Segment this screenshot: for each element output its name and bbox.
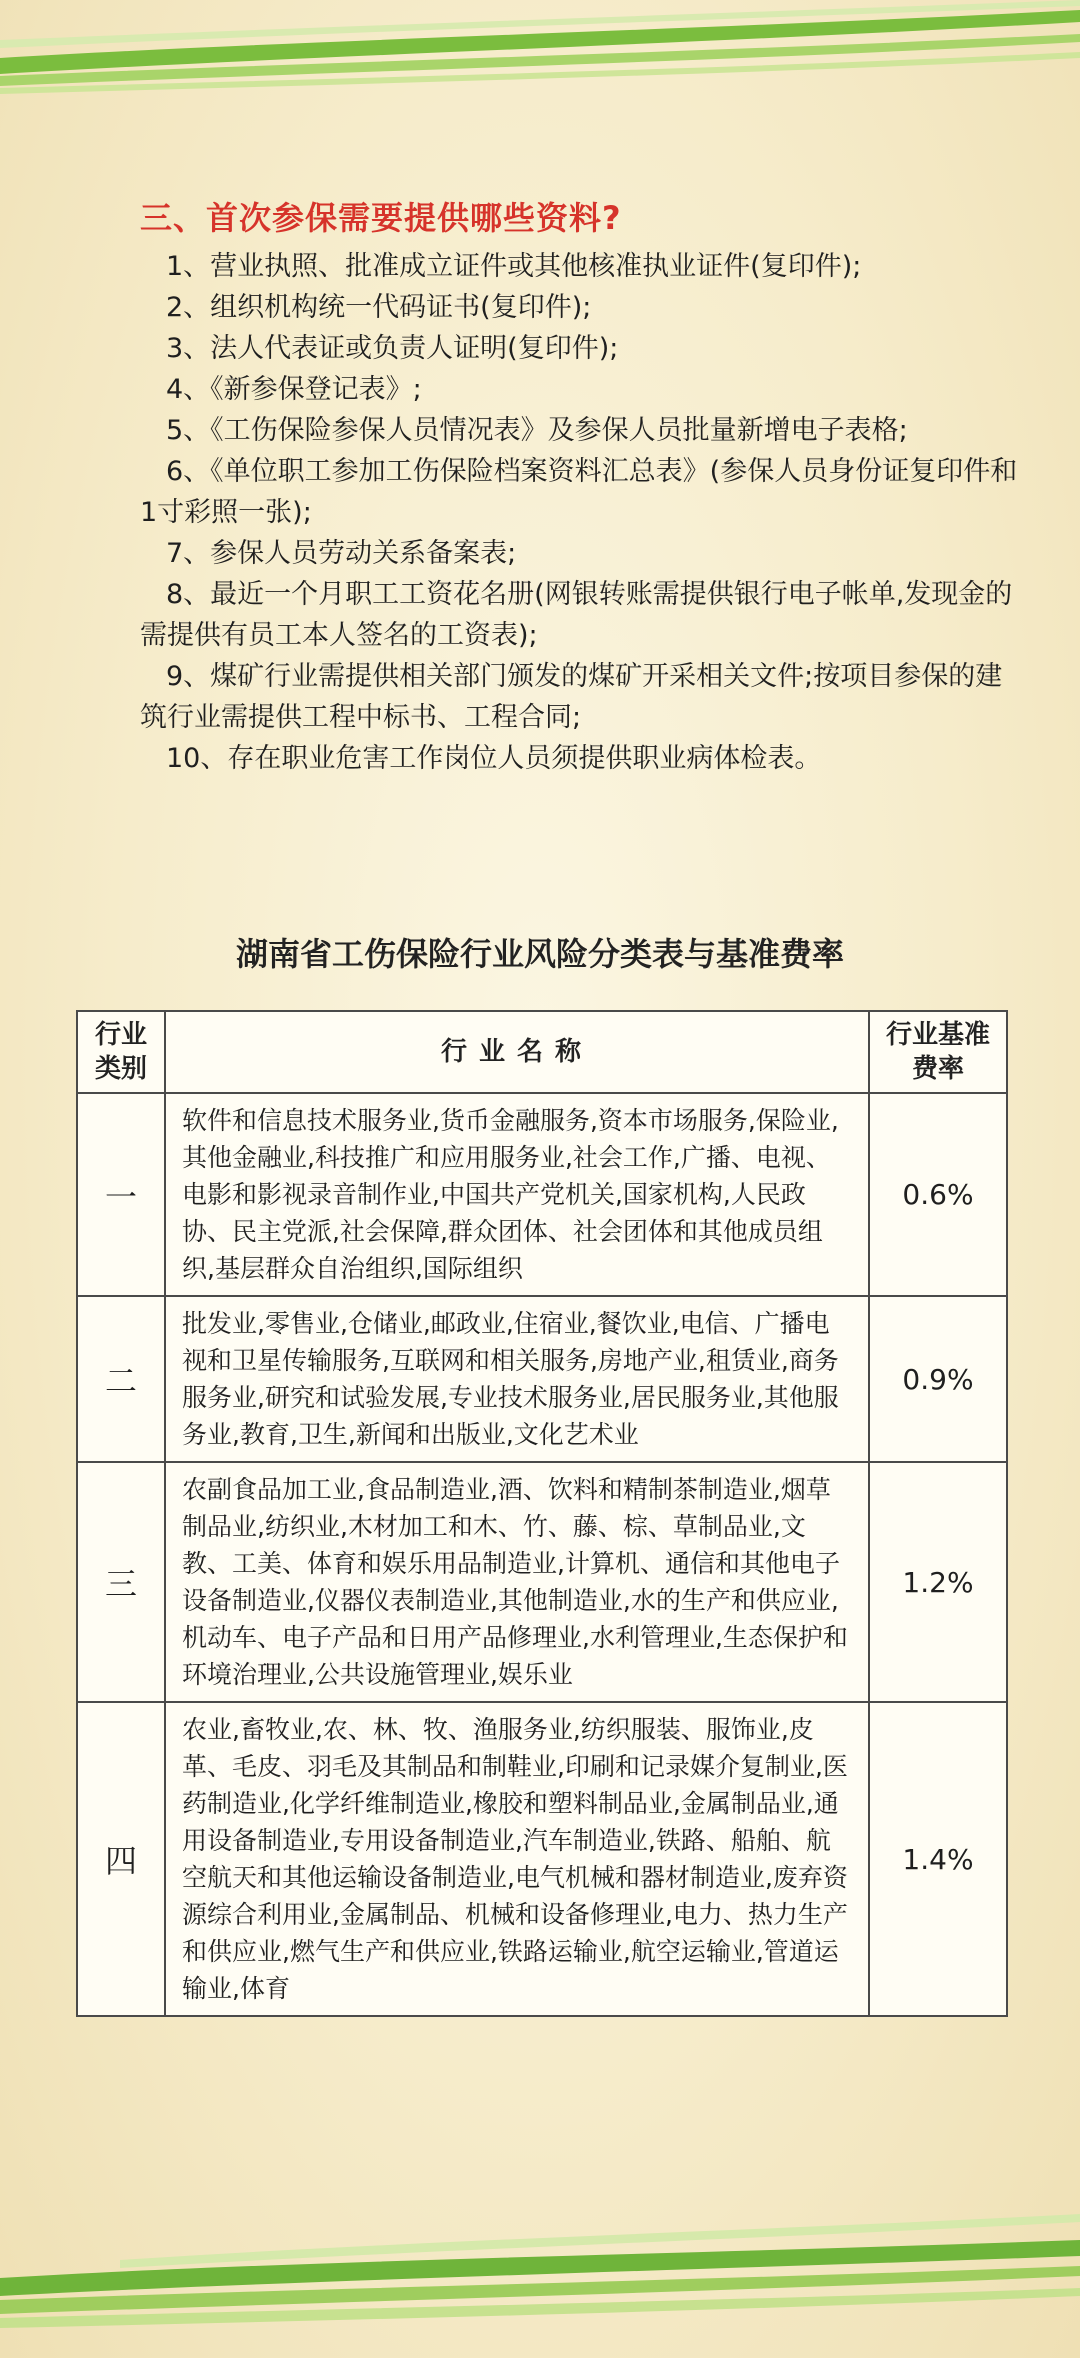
table-row: [77, 1093, 1007, 1296]
row-industries: 软件和信息技术服务业,货币金融服务,资本市场服务,保险业,其他金融业,科技推广和应用服务业,社会工作,广播、电视、电影和影视录音制作业,中国共产党机关,国家机构,人民政协、民主党派,社会保障,群众团体、社会团体和其他成员组织,基层群众自治组织,国际组织: [165, 1093, 869, 1296]
table-row: [77, 1296, 1007, 1462]
list-item: 3、法人代表证或负责人证明(复印件);: [166, 333, 619, 364]
row-rate: 1.4%: [869, 1702, 1007, 2016]
list-item: 8、最近一个月职工工资花名册(网银转账需提供银行电子帐单,发现金的需提供有员工本人签名的工资表);: [140, 579, 1013, 651]
list-item: 5、《工伤保险参保人员情况表》及参保人员批量新增电子表格;: [166, 415, 908, 446]
bottom-decorative-stripes: [0, 2200, 1080, 2358]
table-row: [77, 1462, 1007, 1702]
risk-rate-table: [76, 1010, 1008, 2017]
list-item: 10、存在职业危害工作岗位人员须提供职业病体检表。: [166, 743, 822, 774]
list-item: 2、组织机构统一代码证书(复印件);: [166, 292, 592, 323]
required-documents-section: [140, 196, 1020, 779]
header-rate: 行业基准费率: [869, 1011, 1007, 1093]
table-row: [77, 1702, 1007, 2016]
section-title: 三、首次参保需要提供哪些资料?: [140, 199, 622, 237]
list-item: 9、煤矿行业需提供相关部门颁发的煤矿开采相关文件;按项目参保的建筑行业需提供工程中标书、工程合同;: [140, 661, 1003, 733]
row-industries: 农副食品加工业,食品制造业,酒、饮料和精制茶制造业,烟草制品业,纺织业,木材加工和木、竹、藤、棕、草制品业,文教、工美、体育和娱乐用品制造业,计算机、通信和其他电子设备制造业,仪器仪表制造业,其他制造业,水的生产和供应业,机动车、电子产品和日用产品修理业,水利管理业,生态保护和环境治理业,公共设施管理业,娱乐业: [165, 1462, 869, 1702]
list-item: 6、《单位职工参加工伤保险档案资料汇总表》(参保人员身份证复印件和1寸彩照一张);: [140, 456, 1018, 528]
top-decorative-stripes: [0, 0, 1080, 110]
row-category: 四: [77, 1702, 165, 2016]
header-industry: 行业名称: [165, 1011, 869, 1093]
row-rate: 0.6%: [869, 1093, 1007, 1296]
header-category: 行业类别: [77, 1011, 165, 1093]
row-category: 二: [77, 1296, 165, 1462]
row-industries: 农业,畜牧业,农、林、牧、渔服务业,纺织服装、服饰业,皮革、毛皮、羽毛及其制品和制鞋业,印刷和记录媒介复制业,医药制造业,化学纤维制造业,橡胶和塑料制品业,金属制品业,通用设备制造业,专用设备制造业,汽车制造业,铁路、船舶、航空航天和其他运输设备制造业,电气机械和器材制造业,废弃资源综合利用业,金属制品、机械和设备修理业,电力、热力生产和供应业,燃气生产和供应业,铁路运输业,航空运输业,管道运输业,体育: [165, 1702, 869, 2016]
requirements-list: [140, 246, 1020, 779]
row-category: 三: [77, 1462, 165, 1702]
row-industries: 批发业,零售业,仓储业,邮政业,住宿业,餐饮业,电信、广播电视和卫星传输服务,互联网和相关服务,房地产业,租赁业,商务服务业,研究和试验发展,专业技术服务业,居民服务业,其他服务业,教育,卫生,新闻和出版业,文化艺术业: [165, 1296, 869, 1462]
table-title: 湖南省工伤保险行业风险分类表与基准费率: [235, 935, 844, 973]
list-item: 7、参保人员劳动关系备案表;: [166, 538, 517, 569]
table-header-row: [77, 1011, 1007, 1093]
row-rate: 0.9%: [869, 1296, 1007, 1462]
row-rate: 1.2%: [869, 1462, 1007, 1702]
list-item: 1、营业执照、批准成立证件或其他核准执业证件(复印件);: [166, 251, 862, 282]
row-category: 一: [77, 1093, 165, 1296]
list-item: 4、《新参保登记表》;: [166, 374, 422, 405]
